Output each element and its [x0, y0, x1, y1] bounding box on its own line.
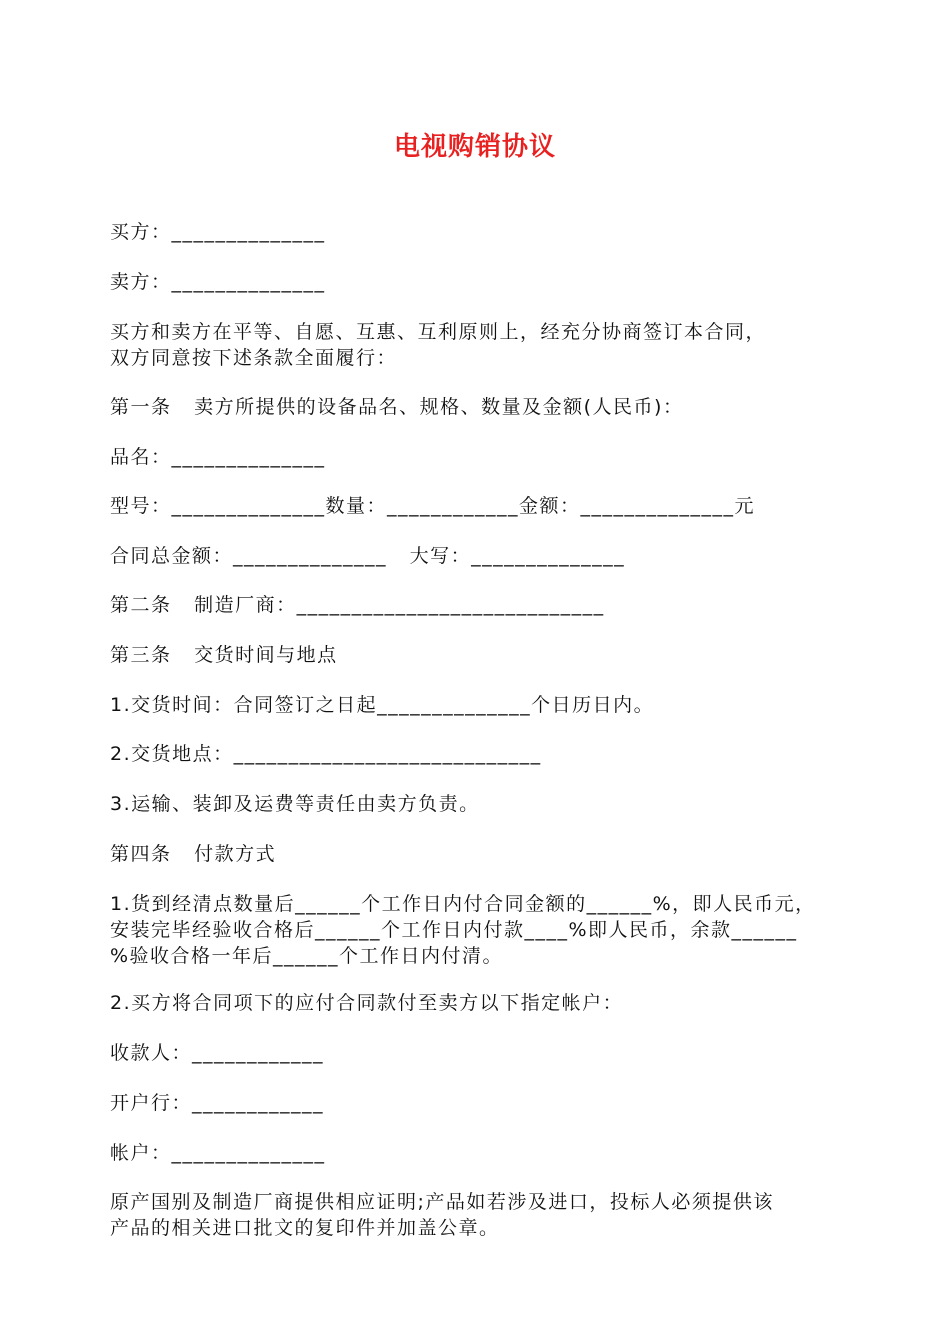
transport-line: 3.运输、装卸及运费等责任由卖方负责。	[110, 793, 480, 815]
intro-paragraph	[110, 319, 855, 371]
article-1-heading: 第一条 卖方所提供的设备品名、规格、数量及金额(人民币)：	[110, 396, 684, 418]
payment-clause-1	[110, 891, 855, 969]
delivery-time-line: 1.交货时间：合同签订之日起______________个日历日内。	[110, 694, 655, 716]
buyer-line: 买方：______________	[110, 221, 326, 243]
payment-line-2: 安装完毕经验收合格后______个工作日内付款____%即人民币，余款______	[110, 919, 798, 941]
account-line: 帐户：______________	[110, 1142, 326, 1164]
payment-clause-2: 2.买方将合同项下的应付合同款付至卖方以下指定帐户：	[110, 992, 624, 1014]
bank-line: 开户行：____________	[110, 1092, 325, 1114]
intro-line-2: 双方同意按下述条款全面履行：	[110, 347, 398, 369]
delivery-place-line: 2.交货地点：____________________________	[110, 743, 542, 765]
seller-line: 卖方：______________	[110, 271, 326, 293]
model-quantity-amount-line: 型号：______________数量：____________金额：______________元	[110, 495, 756, 517]
article-4-heading: 第四条 付款方式	[110, 843, 277, 865]
document-title: 电视购销协议	[393, 132, 556, 162]
payment-line-1: 1.货到经清点数量后______个工作日内付合同金额的______%，即人民币元，	[110, 893, 816, 915]
article-2-manufacturer: 第二条 制造厂商：____________________________	[110, 594, 605, 616]
payee-line: 收款人：____________	[110, 1042, 325, 1064]
total-amount-line: 合同总金额：______________ 大写：______________	[110, 545, 626, 567]
payment-line-3: %验收合格一年后______个工作日内付清。	[110, 945, 504, 967]
article-3-heading: 第三条 交货时间与地点	[110, 644, 338, 666]
intro-line-1: 买方和卖方在平等、自愿、互惠、互利原则上，经充分协商签订本合同，	[110, 321, 767, 343]
origin-line-1: 原产国别及制造厂商提供相应证明;产品如若涉及进口，投标人必须提供该	[110, 1191, 774, 1213]
product-name-line: 品名：______________	[110, 446, 326, 468]
origin-line-2: 产品的相关进口批文的复印件并加盖公章。	[110, 1217, 500, 1239]
origin-paragraph	[110, 1189, 855, 1241]
